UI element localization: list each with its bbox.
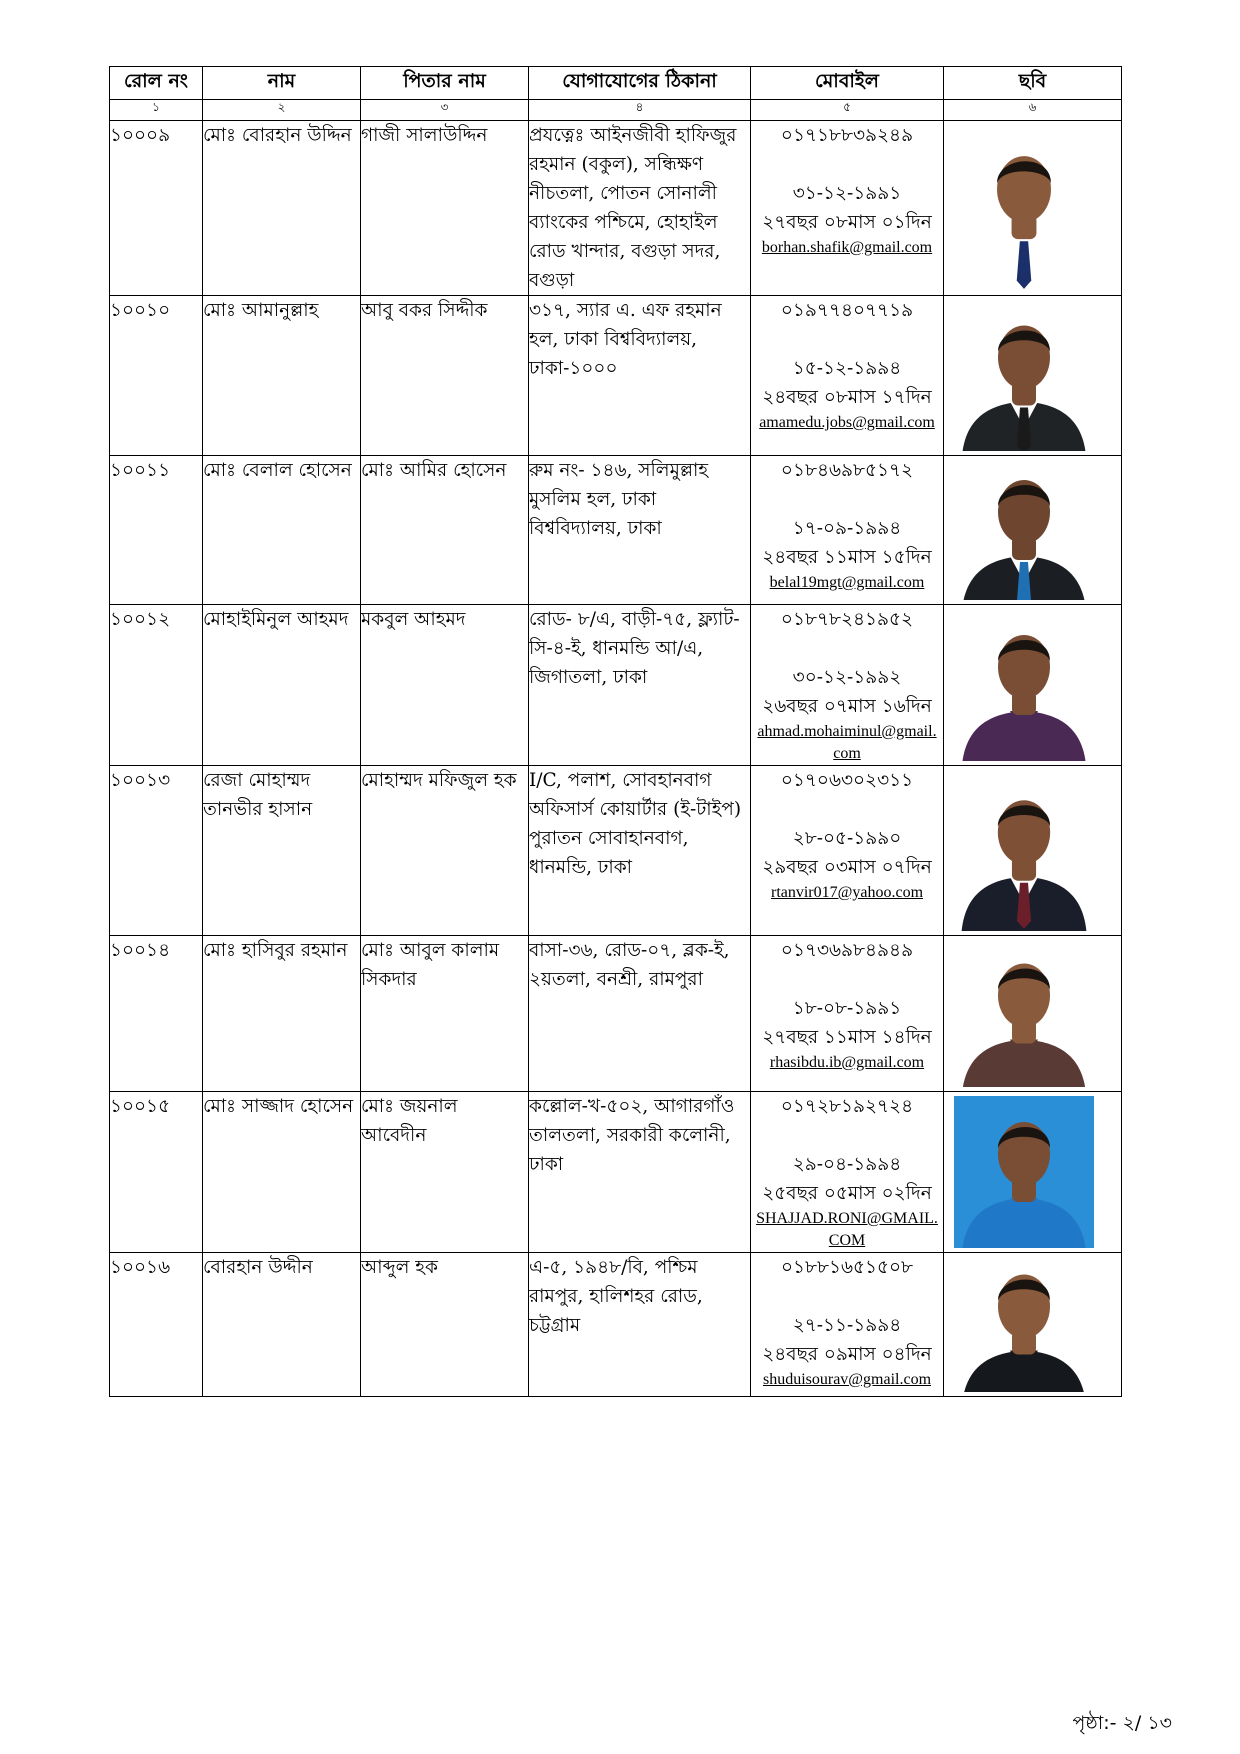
- candidate-name: মোহাইমিনুল আহমদ: [203, 605, 361, 766]
- email-address: belal19mgt@gmail.com: [769, 574, 925, 591]
- candidate-name: মোঃ হাসিবুর রহমান: [203, 936, 361, 1092]
- age: ২৯বছর ০৩মাস ০৭দিন: [762, 857, 932, 878]
- father-name: আব্দুল হক: [361, 1253, 529, 1397]
- roll-number: ১০০০৯: [110, 121, 203, 296]
- age: ২৪বছর ০৮মাস ১৭দিন: [762, 387, 932, 408]
- roll-number: ১০০১৪: [110, 936, 203, 1092]
- age: ২৫বছর ০৫মাস ০২দিন: [762, 1183, 932, 1204]
- contact-address: রুম নং- ১৪৬, সলিমুল্লাহ মুসলিম হল, ঢাকা বিশ্ববিদ্যালয়, ঢাকা: [529, 456, 751, 605]
- date-of-birth: ৩০-১২-১৯৯২: [792, 667, 902, 688]
- mobile-number: ০১৭১৮৮৩৯২৪৯: [780, 125, 914, 146]
- photo-cell: [944, 605, 1122, 766]
- father-name: মোঃ জয়নাল আবেদীন: [361, 1092, 529, 1253]
- candidate-photo: [954, 125, 1094, 291]
- mobile-number: ০১৭২৮১৯২৭২৪: [780, 1096, 914, 1117]
- photo-cell: [944, 456, 1122, 605]
- page-number: পৃষ্ঠা:- ২/ ১৩: [1072, 1712, 1172, 1734]
- father-name: আবু বকর সিদ্দীক: [361, 296, 529, 456]
- mobile-number: ০১৮৭৮২৪১৯৫২: [780, 609, 914, 630]
- table-row: [110, 296, 1122, 456]
- column-number: ৫: [751, 100, 944, 121]
- mobile-cell: [751, 456, 944, 605]
- mobile-number: ০১৭০৬৩০২৩১১: [780, 770, 914, 791]
- mobile-number: ০১৮৮১৬৫১৫০৮: [780, 1257, 914, 1278]
- contact-address: বাসা-৩৬, রোড-০৭, ব্লক-ই, ২য়তলা, বনশ্রী, রামপুরা: [529, 936, 751, 1092]
- candidate-photo: [954, 300, 1094, 451]
- header-photo: ছবি: [944, 67, 1122, 100]
- column-number-row: [110, 100, 1122, 121]
- mobile-cell: [751, 605, 944, 766]
- table-row: [110, 456, 1122, 605]
- candidate-name: মোঃ বেলাল হোসেন: [203, 456, 361, 605]
- father-name: মোঃ আমির হোসেন: [361, 456, 529, 605]
- date-of-birth: ৩১-১২-১৯৯১: [792, 183, 902, 204]
- roll-number: ১০০১০: [110, 296, 203, 456]
- date-of-birth: ২৮-০৫-১৯৯০: [792, 828, 902, 849]
- photo-cell: [944, 1253, 1122, 1397]
- header-roll: রোল নং: [110, 67, 203, 100]
- age: ২৪বছর ১১মাস ১৫দিন: [762, 547, 932, 568]
- column-number: ২: [203, 100, 361, 121]
- age: ২৭বছর ১১মাস ১৪দিন: [762, 1027, 932, 1048]
- candidate-table: [109, 66, 1122, 1397]
- contact-address: রোড- ৮/এ, বাড়ী-৭৫, ফ্ল্যাট- সি-৪-ই, ধানমন্ডি আ/এ, জিগাতলা, ঢাকা: [529, 605, 751, 766]
- date-of-birth: ২৭-১১-১৯৯৪: [792, 1315, 902, 1336]
- photo-cell: [944, 766, 1122, 936]
- candidate-photo: [954, 770, 1094, 931]
- photo-cell: [944, 296, 1122, 456]
- candidate-photo: [954, 460, 1094, 600]
- table-row: [110, 936, 1122, 1092]
- candidate-name: মোঃ আমানুল্লাহ: [203, 296, 361, 456]
- roll-number: ১০০১৫: [110, 1092, 203, 1253]
- mobile-number: ০১৯৭৭৪০৭৭১৯: [780, 300, 914, 321]
- date-of-birth: ১৮-০৮-১৯৯১: [792, 998, 902, 1019]
- father-name: গাজী সালাউদ্দিন: [361, 121, 529, 296]
- mobile-number: ০১৮৪৬৯৮৫১৭২: [780, 460, 914, 481]
- email-address: SHAJJAD.RONI@GMAIL.COM: [756, 1210, 938, 1249]
- mobile-cell: [751, 296, 944, 456]
- column-number: ৪: [529, 100, 751, 121]
- mobile-cell: [751, 121, 944, 296]
- roll-number: ১০০১৩: [110, 766, 203, 936]
- contact-address: I/C, পলাশ, সোবহানবাগ অফিসার্স কোয়ার্টার (ই-টাইপ) পুরাতন সোবাহানবাগ, ধানমন্ডি, ঢাকা: [529, 766, 751, 936]
- candidate-photo: [954, 1096, 1094, 1248]
- candidate-name: বোরহান উদ্দীন: [203, 1253, 361, 1397]
- father-name: মকবুল আহমদ: [361, 605, 529, 766]
- roll-number: ১০০১২: [110, 605, 203, 766]
- table-row: [110, 1253, 1122, 1397]
- header-name: নাম: [203, 67, 361, 100]
- candidate-name: মোঃ বোরহান উদ্দিন: [203, 121, 361, 296]
- date-of-birth: ২৯-০৪-১৯৯৪: [792, 1154, 902, 1175]
- father-name: মোঃ আবুল কালাম সিকদার: [361, 936, 529, 1092]
- candidate-name: মোঃ সাজ্জাদ হোসেন: [203, 1092, 361, 1253]
- email-address: rtanvir017@yahoo.com: [770, 884, 924, 901]
- contact-address: কল্লোল-খ-৫০২, আগারগাঁও তালতলা, সরকারী কলোনী, ঢাকা: [529, 1092, 751, 1253]
- mobile-cell: [751, 766, 944, 936]
- age: ২৪বছর ০৯মাস ০৪দিন: [762, 1344, 932, 1365]
- header-mobile: মোবাইল: [751, 67, 944, 100]
- date-of-birth: ১৭-০৯-১৯৯৪: [792, 518, 902, 539]
- column-number: ৩: [361, 100, 529, 121]
- candidate-photo: [954, 1257, 1094, 1392]
- column-number: ১: [110, 100, 203, 121]
- table-row: [110, 121, 1122, 296]
- candidate-photo: [954, 609, 1094, 761]
- photo-cell: [944, 936, 1122, 1092]
- roll-number: ১০০১১: [110, 456, 203, 605]
- photo-cell: [944, 1092, 1122, 1253]
- header-father-name: পিতার নাম: [361, 67, 529, 100]
- roll-number: ১০০১৬: [110, 1253, 203, 1397]
- email-address: shuduisourav@gmail.com: [762, 1371, 932, 1388]
- table-row: [110, 605, 1122, 766]
- column-number: ৬: [944, 100, 1122, 121]
- mobile-number: ০১৭৩৬৯৮৪৯৪৯: [780, 940, 914, 961]
- mobile-cell: [751, 1092, 944, 1253]
- candidate-name: রেজা মোহাম্মদ তানভীর হাসান: [203, 766, 361, 936]
- father-name: মোহাম্মদ মফিজুল হক: [361, 766, 529, 936]
- age: ২৬বছর ০৭মাস ১৬দিন: [762, 696, 932, 717]
- email-address: amamedu.jobs@gmail.com: [759, 414, 935, 431]
- contact-address: ৩১৭, স্যার এ. এফ রহমান হল, ঢাকা বিশ্ববিদ্যালয়, ঢাকা-১০০০: [529, 296, 751, 456]
- age: ২৭বছর ০৮মাস ০১দিন: [762, 212, 932, 233]
- header-row: [110, 67, 1122, 100]
- mobile-cell: [751, 936, 944, 1092]
- contact-address: এ-৫, ১৯৪৮/বি, পশ্চিম রামপুর, হালিশহর রোড, চট্টগ্রাম: [529, 1253, 751, 1397]
- header-address: যোগাযোগের ঠিকানা: [529, 67, 751, 100]
- email-address: rhasibdu.ib@gmail.com: [769, 1054, 925, 1071]
- candidate-photo: [954, 940, 1094, 1087]
- date-of-birth: ১৫-১২-১৯৯৪: [792, 358, 902, 379]
- mobile-cell: [751, 1253, 944, 1397]
- contact-address: প্রযত্নেঃ আইনজীবী হাফিজুর রহমান (বকুল), সন্ধিক্ষণ নীচতলা, পোতন সোনালী ব্যাংকের পশ্চিমে, হোহাইল রোড খান্দার, বগুড়া সদর, বগুড়া: [529, 121, 751, 296]
- photo-cell: [944, 121, 1122, 296]
- email-address: ahmad.mohaiminul@gmail.com: [757, 723, 937, 762]
- table-row: [110, 766, 1122, 936]
- email-address: borhan.shafik@gmail.com: [761, 239, 933, 256]
- table-row: [110, 1092, 1122, 1253]
